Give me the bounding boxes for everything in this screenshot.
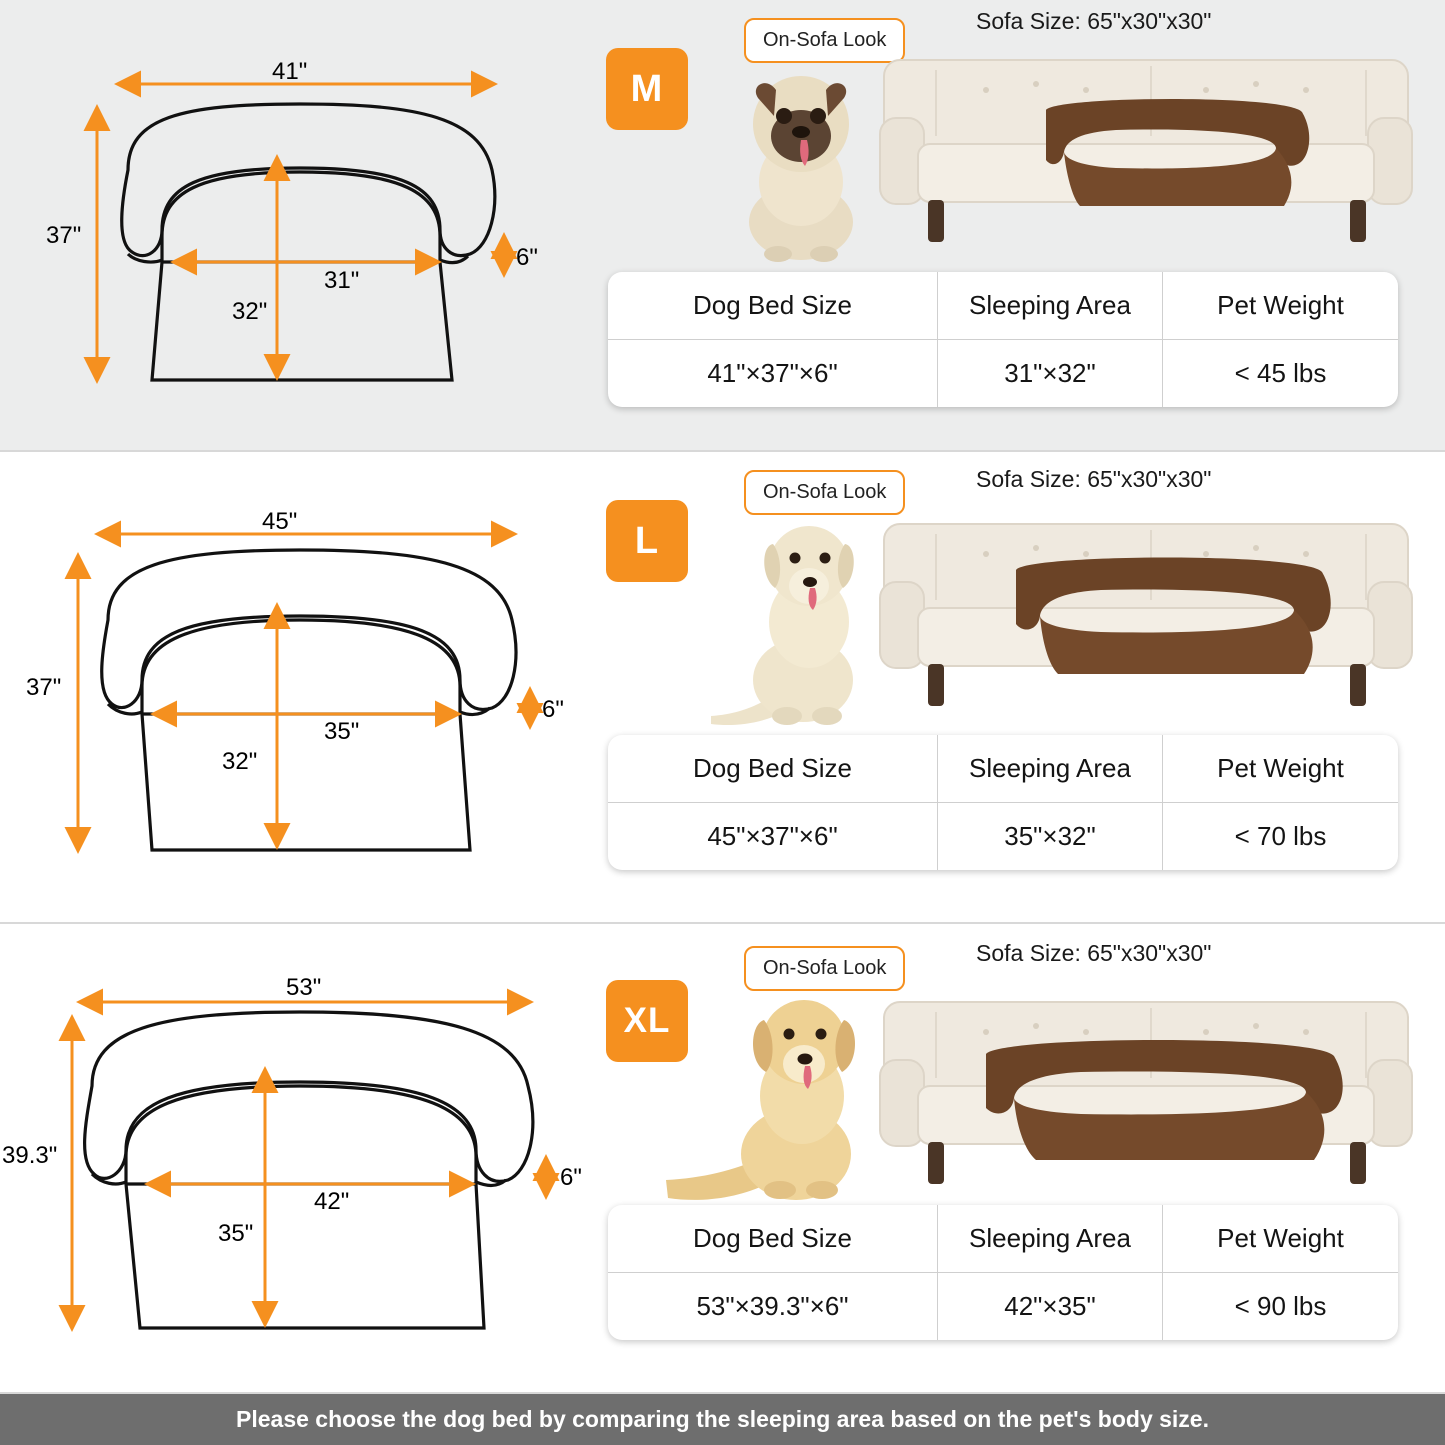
dim-width-label-xl: 53": [286, 974, 322, 1001]
table-row: [608, 803, 1398, 870]
dim-inner-width-label-l: 35": [318, 718, 365, 746]
footer-note: [0, 1394, 1445, 1445]
bed-diagram-l: [0, 452, 596, 922]
sofa-with-bed-illustration-l: [866, 504, 1426, 724]
dim-inner-width-label-xl: 42": [308, 1188, 355, 1216]
on-sofa-look-tag-xl: On-Sofa Look: [744, 946, 905, 991]
table-row: [608, 340, 1398, 407]
spec-table-m: [608, 272, 1398, 407]
footer-note-text: Please choose the dog bed by comparing the sleeping area based on the pet's body size.: [236, 1406, 1209, 1432]
product-photo-pane-m: [596, 0, 1445, 450]
th-sleeping-area: Sleeping Area: [938, 1205, 1163, 1272]
product-photo-pane-l: [596, 452, 1445, 922]
dim-height-label-l: 37": [26, 674, 62, 701]
dim-width-label-l: 45": [262, 508, 298, 535]
sofa-size-label-m: Sofa Size: 65"x30"x30": [976, 8, 1212, 34]
dim-width-label-m: 41": [272, 58, 308, 85]
bed-diagram-m: [0, 0, 596, 450]
td-pet-weight: < 45 lbs: [1234, 358, 1327, 388]
th-pet-weight: Pet Weight: [1217, 1223, 1344, 1253]
th-sleeping-area: Sleeping Area: [938, 272, 1163, 339]
td-sleeping-area: 35"×32": [938, 803, 1163, 870]
size-row-xl: [0, 924, 1445, 1394]
dim-thickness-label-xl: 6": [560, 1164, 582, 1191]
th-pet-weight: Pet Weight: [1217, 753, 1344, 783]
size-badge-l: L: [606, 500, 688, 582]
th-dog-bed-size: Dog Bed Size: [608, 272, 938, 339]
th-dog-bed-size: Dog Bed Size: [608, 735, 938, 802]
td-pet-weight: < 90 lbs: [1234, 1291, 1327, 1321]
size-row-m: [0, 0, 1445, 452]
spec-table-l: [608, 735, 1398, 870]
sofa-with-bed-illustration-m: [866, 40, 1426, 260]
table-header-row: [608, 1205, 1398, 1273]
dim-inner-height-label-l: 32": [216, 748, 263, 776]
sofa-with-bed-illustration-xl: [866, 982, 1426, 1202]
table-header-row: [608, 735, 1398, 803]
bed-outline-svg-l: [0, 452, 596, 924]
dim-height-label-m: 37": [46, 222, 82, 249]
dog-photo-labrador: [691, 504, 911, 734]
sofa-size-label-xl: Sofa Size: 65"x30"x30": [976, 940, 1212, 966]
size-row-l: [0, 452, 1445, 924]
product-photo-pane-xl: [596, 924, 1445, 1392]
dog-photo-pug: [706, 62, 896, 262]
th-dog-bed-size: Dog Bed Size: [608, 1205, 938, 1272]
dim-inner-height-label-xl: 35": [212, 1220, 259, 1248]
td-dog-bed-size: 45"×37"×6": [608, 803, 938, 870]
td-pet-weight: < 70 lbs: [1234, 821, 1327, 851]
size-badge-m: M: [606, 48, 688, 130]
sofa-size-label-l: Sofa Size: 65"x30"x30": [976, 466, 1212, 492]
size-badge-xl: XL: [606, 980, 688, 1062]
td-dog-bed-size: 41"×37"×6": [608, 340, 938, 407]
th-pet-weight: Pet Weight: [1217, 290, 1344, 320]
table-header-row: [608, 272, 1398, 340]
dim-inner-height-label-m: 32": [226, 298, 273, 326]
bed-diagram-xl: [0, 924, 596, 1392]
dog-photo-golden-retriever: [656, 984, 906, 1214]
td-dog-bed-size: 53"×39.3"×6": [608, 1273, 938, 1340]
table-row: [608, 1273, 1398, 1340]
dim-height-label-xl: 39.3": [2, 1142, 58, 1169]
th-sleeping-area: Sleeping Area: [938, 735, 1163, 802]
spec-table-xl: [608, 1205, 1398, 1340]
on-sofa-look-tag-m: On-Sofa Look: [744, 18, 905, 63]
dim-thickness-label-m: 6": [516, 244, 538, 271]
dim-thickness-label-l: 6": [542, 696, 564, 723]
td-sleeping-area: 42"×35": [938, 1273, 1163, 1340]
on-sofa-look-tag-l: On-Sofa Look: [744, 470, 905, 515]
td-sleeping-area: 31"×32": [938, 340, 1163, 407]
dim-inner-width-label-m: 31": [318, 267, 365, 295]
